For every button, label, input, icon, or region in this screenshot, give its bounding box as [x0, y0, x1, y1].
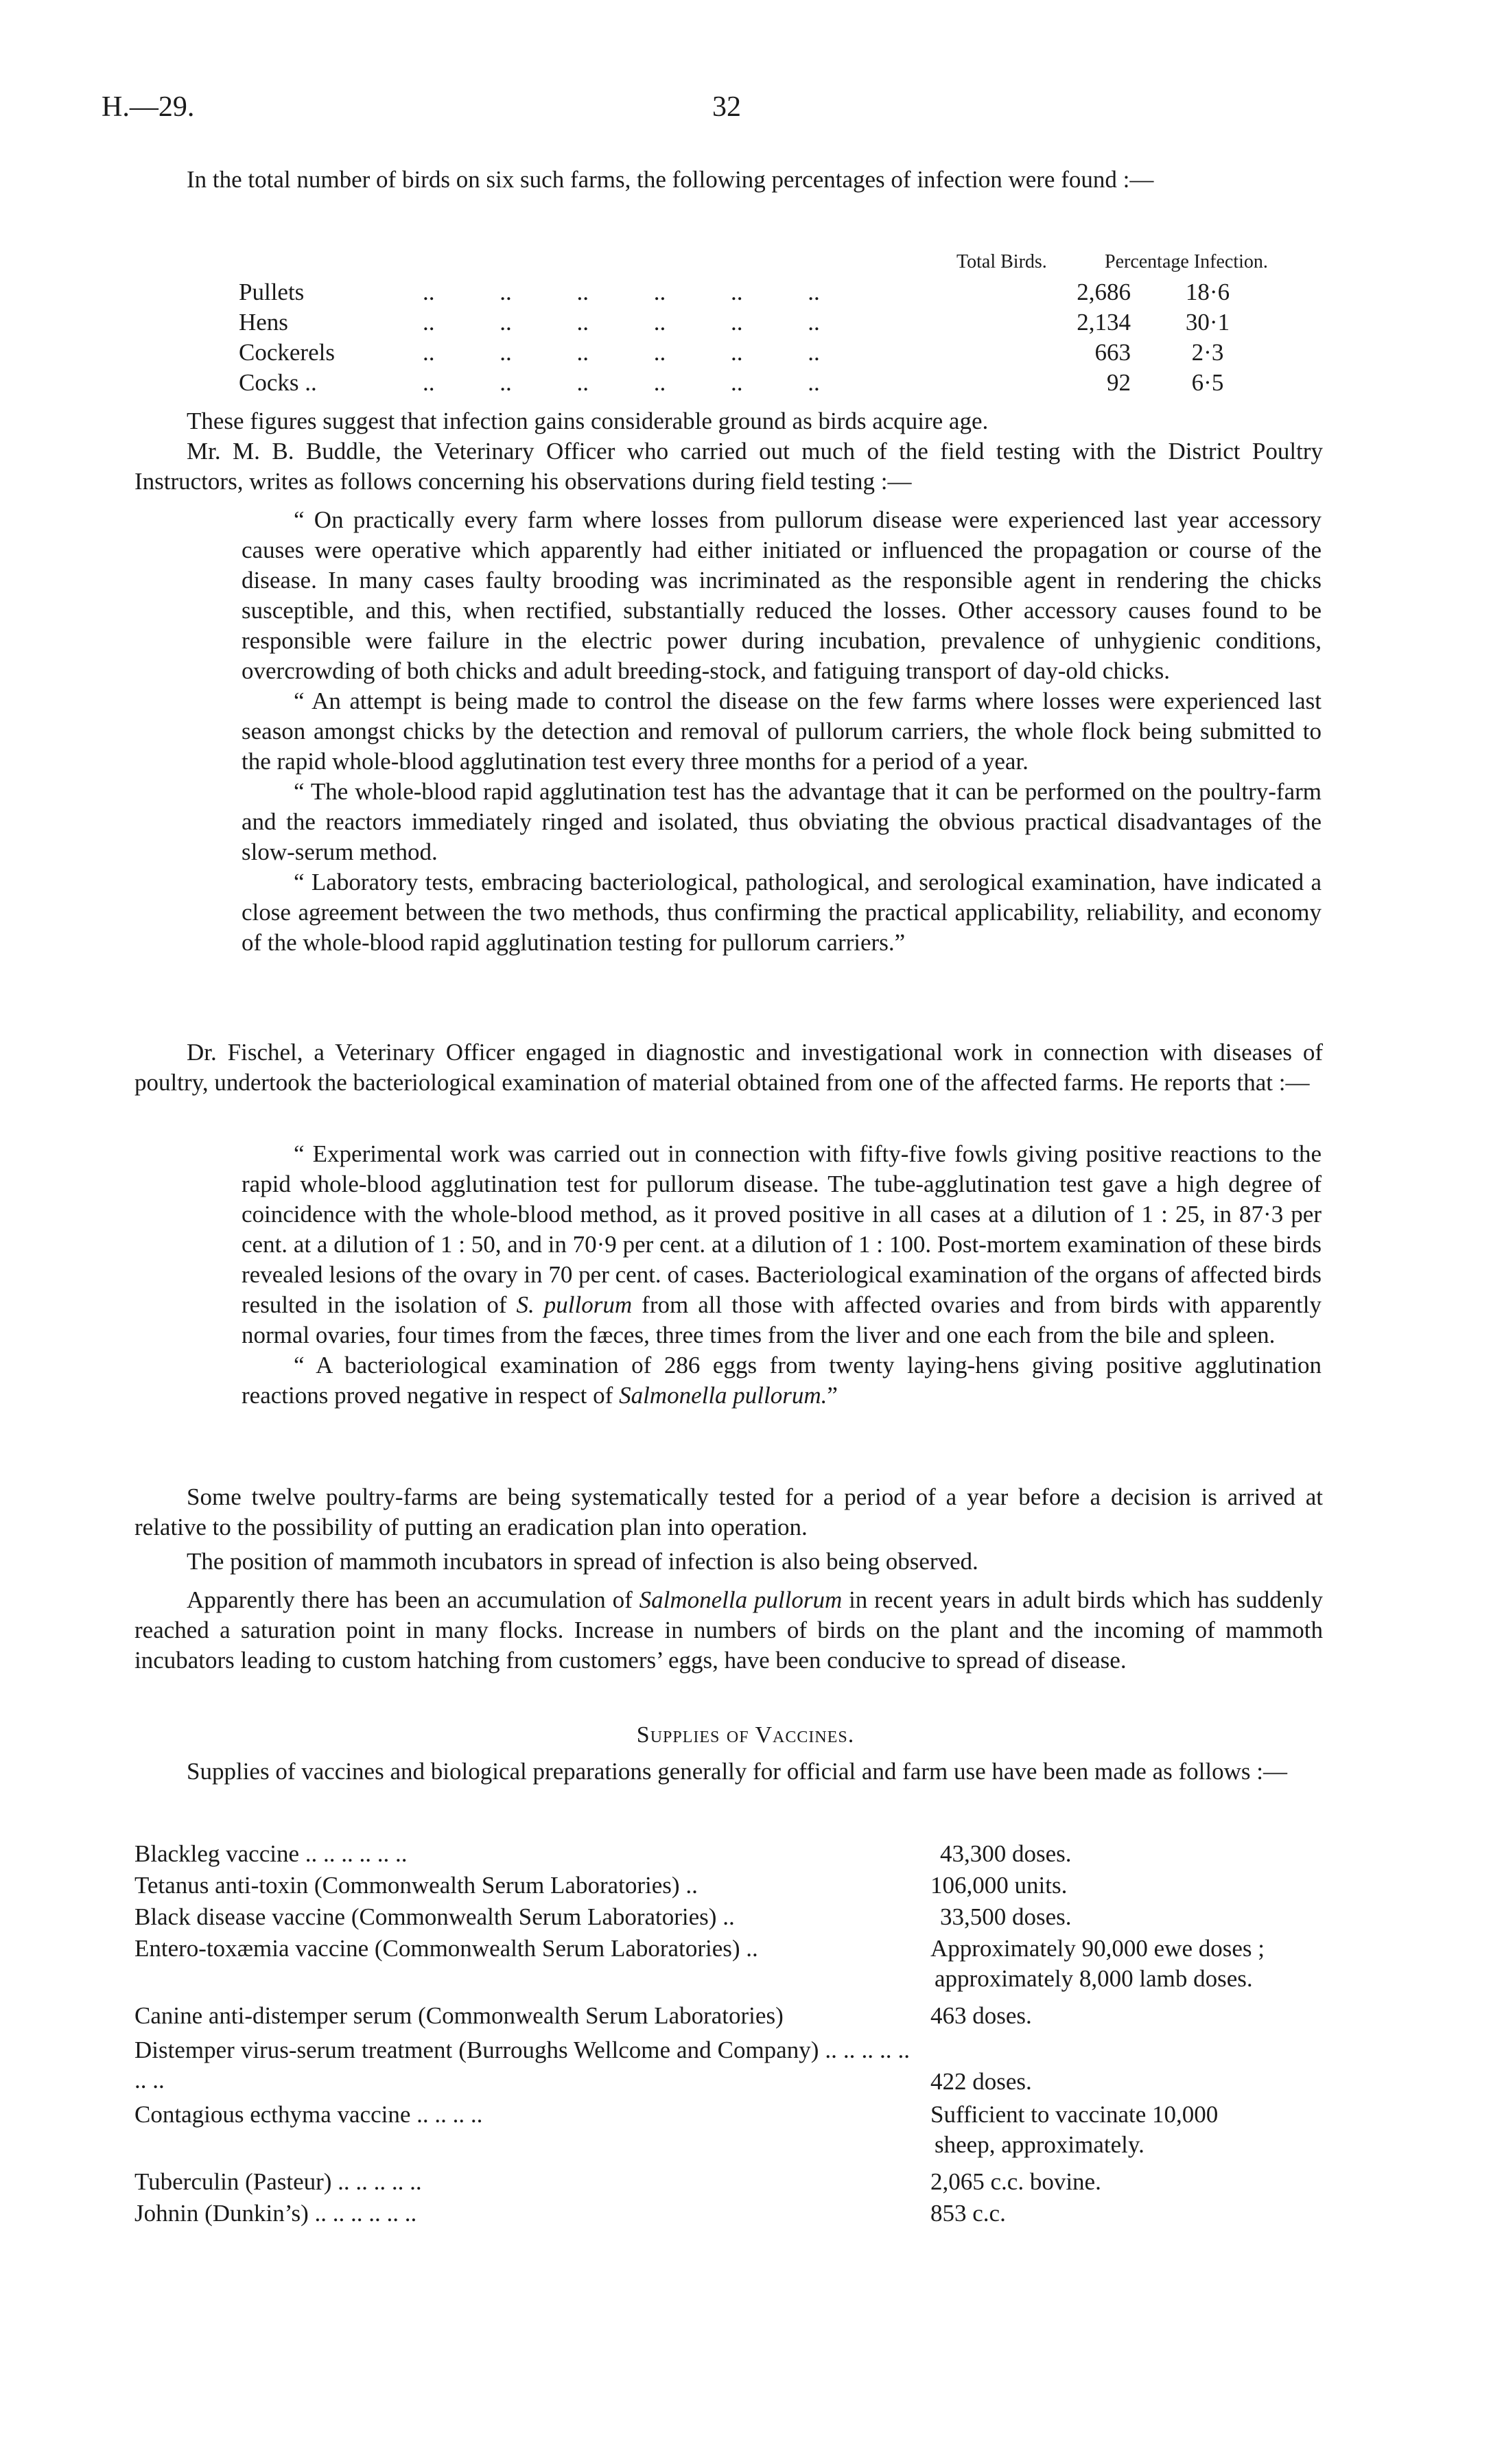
page-number: 32 — [712, 91, 741, 123]
col-header-percentage: Percentage Infection. — [1105, 251, 1268, 272]
supply-item: Contagious ecthyma vaccine .. .. .. .. — [134, 2101, 483, 2128]
total-birds-value: 2,686 — [1077, 279, 1131, 305]
supply-quantity: 463 doses. — [930, 2002, 1032, 2029]
accumulation-paragraph — [134, 1585, 1323, 1676]
table-row — [239, 279, 1337, 309]
table-row — [239, 309, 1337, 339]
quantity-line: Approximately 90,000 ewe doses ; — [930, 1935, 1265, 1962]
row-label: Cocks .. — [239, 369, 317, 396]
leader-dots: .. .. .. .. .. .. — [423, 309, 820, 336]
supply-item: Canine anti-distemper serum (Commonwealth Serum Laboratories) — [134, 2002, 784, 2029]
supply-quantity: 106,000 units. — [930, 1872, 1068, 1899]
supply-quantity: 33,500 doses. — [940, 1903, 1072, 1930]
leader-dots: .. .. .. .. .. .. — [423, 339, 820, 366]
intro-paragraph: In the total number of birds on six such farms, the following percentages of infection were found :— — [187, 166, 1154, 193]
supply-quantity: 2,065 c.c. bovine. — [930, 2168, 1101, 2195]
quantity-line: Sufficient to vaccinate 10,000 — [930, 2101, 1219, 2128]
supply-item: Johnin (Dunkin’s) .. .. .. .. .. .. — [134, 2200, 417, 2227]
percentage-value: 6·5 — [1191, 369, 1224, 396]
supply-quantity — [930, 1934, 1335, 1994]
report-code: H.—29. — [102, 91, 195, 123]
quote-paragraph: “ The whole-blood rapid agglutination test has the advantage that it can be performed on the poultry-farm and the reactors immediately ringed and isolated, thus obviating the obvious practical disadvantages of the slow-serum method. — [242, 778, 1322, 865]
percentage-value: 18·6 — [1185, 279, 1230, 305]
quote-paragraph — [242, 1139, 1322, 1350]
supply-quantity: 853 c.c. — [930, 2200, 1006, 2227]
supply-item: Blackleg vaccine .. .. .. .. .. .. — [134, 1840, 408, 1867]
total-birds-value: 663 — [1094, 339, 1131, 366]
percentage-value: 30·1 — [1185, 309, 1230, 336]
row-label: Cockerels — [239, 339, 335, 366]
quote-paragraph: “ An attempt is being made to control the disease on the few farms where losses were experienced last season amongst chicks by the detection and removal of pullorum carriers, the whole flock being submitted to the rapid whole-blood agglutination test every three months for a period of a year. — [242, 688, 1322, 775]
figures-paragraph: These figures suggest that infection gains considerable ground as birds acquire age. — [187, 408, 989, 434]
supply-quantity — [930, 2100, 1335, 2160]
total-birds-value: 2,134 — [1077, 309, 1131, 336]
quote-paragraph: “ On practically every farm where losses from pullorum disease were experienced last year accessory causes were operative which apparently had either initiated or influenced the propagation or course of the disease. In many cases faulty brooding was incriminated as the responsible agent in rendering the chicks susceptible, and this, when rectified, substantially reduced the losses. Other accessory causes found to be responsible were failure in the electric power during incubation, prevalence of unhygienic conditions, overcrowding of both chicks and adult breeding-stock, and fatiguing transport of day-old chicks. — [242, 506, 1322, 684]
row-label: Pullets — [239, 279, 305, 305]
fischel-paragraph: Dr. Fischel, a Veterinary Officer engaged in diagnostic and investigational work in connection with diseases of poultry, undertook the bacteriological examination of material obtained from one of the affected farms. He reports that :— — [134, 1039, 1323, 1096]
quote-paragraph: “ Laboratory tests, embracing bacteriological, pathological, and serological examination, have indicated a close agreement between the two methods, thus confirming the practical applicability, reliability, and economy of the whole-blood rapid agglutination testing for pullorum carriers.” — [242, 869, 1322, 956]
paragraph-text: Apparently there has been an accumulation of — [187, 1586, 639, 1613]
species-name: S. pullorum — [516, 1291, 633, 1318]
leader-dots: .. .. .. .. .. .. — [423, 279, 820, 305]
table-row — [239, 339, 1337, 369]
table-row — [239, 369, 1337, 399]
supply-item: Distemper virus-serum treatment (Burroughs Wellcome and Company) .. .. .. .. .. .. .. — [134, 2037, 910, 2093]
quote-text: ” — [827, 1382, 838, 1409]
quote-text: “ Experimental work was carried out in connection with fifty-five fowls giving positive reactions to the rapid whole-blood agglutination test for pullorum disease. The tube-agglutination test gave a high degree of coincidence with the whole-blood method, as it proved positive in all cases at a dilution of 1 : 25, in 87·3 per cent. at a dilution of 1 : 50, and in 70·9 per cent. at a dilution of 1 : 100. Post-mortem examination of these birds revealed lesions of the ovary in 70 per cent. of cases. Bacteriological examination of the organs of affected birds resulted in the isolation of — [242, 1140, 1322, 1318]
quantity-line: approximately 8,000 lamb doses. — [935, 1965, 1253, 1992]
buddle-paragraph: Mr. M. B. Buddle, the Veterinary Officer who carried out much of the field testing with the District Poultry Instructors, writes as follows concerning his observations during field testing :— — [134, 438, 1323, 495]
quote-text: “ A bacteriological examination of 286 eggs from twenty laying-hens giving positive agglutination reactions proved negative in respect of — [242, 1352, 1322, 1409]
total-birds-value: 92 — [1107, 369, 1131, 396]
paragraph-text: in recent years in adult birds which has suddenly reached a saturation point in many flocks. Increase in numbers of birds on the plant and the incoming of mammoth incubators leading to custom hatching from customers’ eggs, have been conducive to spread of disease. — [134, 1586, 1323, 1674]
row-label: Hens — [239, 309, 288, 336]
supplies-paragraph: Supplies of vaccines and biological preparations generally for official and farm use have been made as follows :— — [187, 1758, 1287, 1785]
quantity-line: sheep, approximately. — [935, 2131, 1144, 2158]
species-name: Salmonella pullorum. — [619, 1382, 827, 1409]
col-header-total-birds: Total Birds. — [956, 251, 1047, 272]
quote-text: from all those with affected ovaries and from birds with apparently normal ovaries, four times from the fæces, three times from the liver and one each from the bile and spleen. — [242, 1291, 1322, 1348]
supply-item: Tuberculin (Pasteur) .. .. .. .. .. — [134, 2168, 422, 2195]
supply-item: Entero-toxæmia vaccine (Commonwealth Serum Laboratories) .. — [134, 1935, 758, 1962]
supply-quantity: 422 doses. — [930, 2068, 1032, 2095]
section-title: Supplies of Vaccines. — [636, 1722, 855, 1748]
twelve-farms-paragraph: Some twelve poultry-farms are being systematically tested for a period of a year before a decision is arrived at relative to the possibility of putting an eradication plan into operation. — [134, 1483, 1323, 1540]
leader-dots: .. .. .. .. .. .. — [423, 369, 820, 396]
percentage-value: 2·3 — [1191, 339, 1224, 366]
supply-item: Black disease vaccine (Commonwealth Serum Laboratories) .. — [134, 1903, 735, 1930]
supply-item: Tetanus anti-toxin (Commonwealth Serum Laboratories) .. — [134, 1872, 698, 1899]
fischel-quotation — [242, 1139, 1322, 1411]
quote-paragraph — [242, 1350, 1322, 1411]
buddle-quotation — [242, 505, 1322, 958]
species-name: Salmonella pullorum — [639, 1586, 843, 1613]
supply-quantity: 43,300 doses. — [940, 1840, 1072, 1867]
mammoth-paragraph: The position of mammoth incubators in spread of infection is also being observed. — [187, 1548, 978, 1575]
